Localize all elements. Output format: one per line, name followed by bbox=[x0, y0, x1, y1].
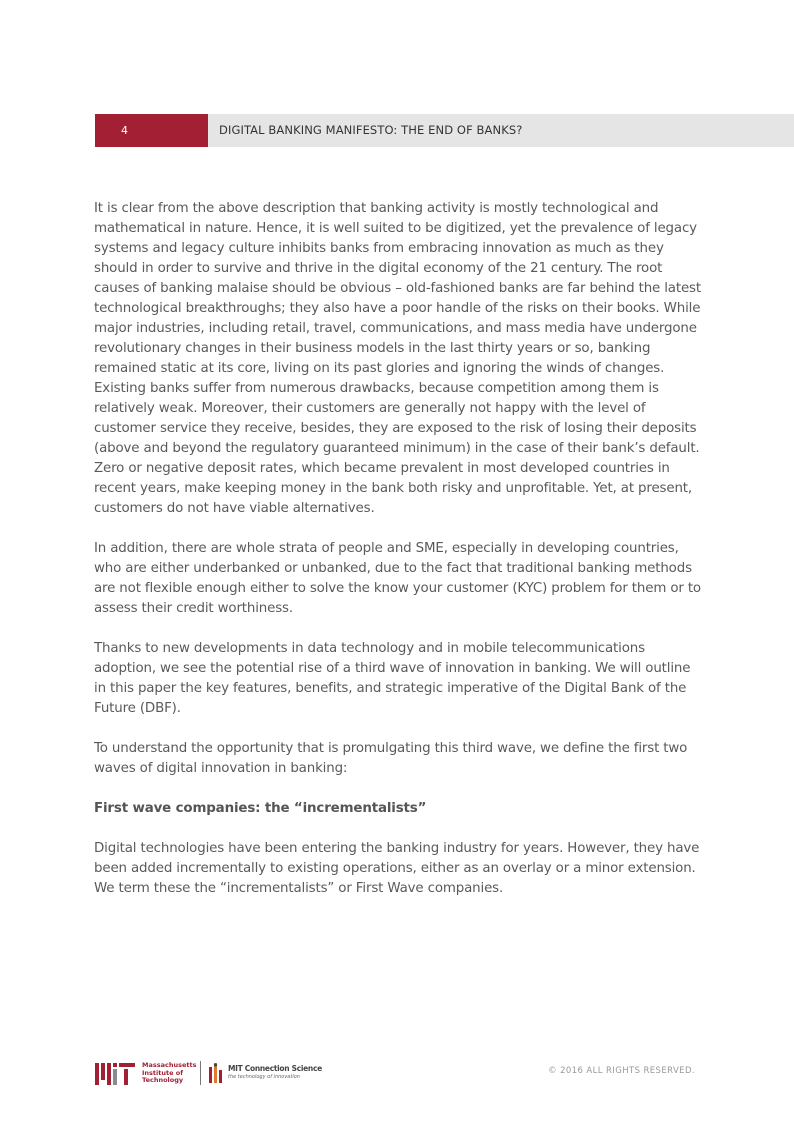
body-paragraph-5: Digital technologies have been entering the banking industry for years. However, they have been added incrementally to existing operations, either as an overlay or a minor extension. We term these the “incrementalists” or First Wave companies. bbox=[94, 841, 700, 896]
body-paragraph-1: It is clear from the above description that banking activity is mostly technological and mathematical in nature. Hence, it is well suited to be digitized, yet the prevalence of legacy systems and legacy culture inhibits banks from embracing innovation as much as they should in order to survive and thrive in the digital economy of the 21 century. The root causes of banking malaise should be obvious – old-fashioned banks are far behind the latest technological breakthroughs; they also have a poor handle of the risks on their books. While major industries, including retail, travel, communications, and mass media have undergone revolutionary changes in their business models in the last thirty years or so, banking remained static at its core, living on its past glories and ignoring the winds of changes. Existing banks suffer from numerous drawbacks, because competition among them is relatively weak. Moreover, their customers are generally not happy with the level of customer service they receive, besides, they are exposed to the risk of losing their deposits (above and beyond the regulatory guaranteed minimum) in the case of their bank’s default. Zero or negative deposit rates, which became prevalent in most developed countries in recent years, make keeping money in the bank both risky and unprofitable. Yet, at present, customers do not have viable alternatives. bbox=[94, 201, 701, 516]
running-header-title: DIGITAL BANKING MANIFESTO: THE END OF BANKS? bbox=[219, 123, 523, 137]
main-content bbox=[94, 199, 706, 919]
footer-logo-divider bbox=[200, 1061, 201, 1085]
running-header bbox=[95, 114, 794, 147]
copyright-notice: © 2016 ALL RIGHTS RESERVED. bbox=[548, 1066, 695, 1076]
body-paragraph-4: To understand the opportunity that is promulgating this third wave, we define the first two waves of digital innovation in banking: bbox=[94, 741, 688, 776]
body-paragraph-3: Thanks to new developments in data technology and in mobile telecommunications adoption, we see the potential rise of a third wave of innovation in banking. We will outline in this paper the key features, benefits, and strategic imperative of the Digital Bank of the Future (DBF). bbox=[94, 641, 691, 716]
mit-wordmark-line-3: Technology bbox=[142, 1076, 184, 1084]
page-footer bbox=[95, 1061, 695, 1087]
page-number: 4 bbox=[95, 114, 208, 147]
mit-wordmark-line-2: Institute of bbox=[142, 1068, 184, 1077]
connection-science-name: MIT Connection Science bbox=[228, 1064, 322, 1073]
section-subheading: First wave companies: the “incrementalists” bbox=[94, 801, 427, 816]
mit-wordmark bbox=[142, 1062, 196, 1085]
connection-science-tagline: the technology of innovation bbox=[228, 1074, 300, 1080]
mit-logo-icon bbox=[95, 1063, 135, 1085]
body-paragraph-2: In addition, there are whole strata of people and SME, especially in developing countries, who are either underbanked or unbanked, due to the fact that traditional banking methods are not flexible enough either to solve the know your customer (KYC) problem for them or to assess their credit worthiness. bbox=[94, 541, 701, 616]
connection-science-icon bbox=[208, 1063, 224, 1085]
mit-wordmark-line-1: Massachusetts bbox=[142, 1061, 197, 1069]
